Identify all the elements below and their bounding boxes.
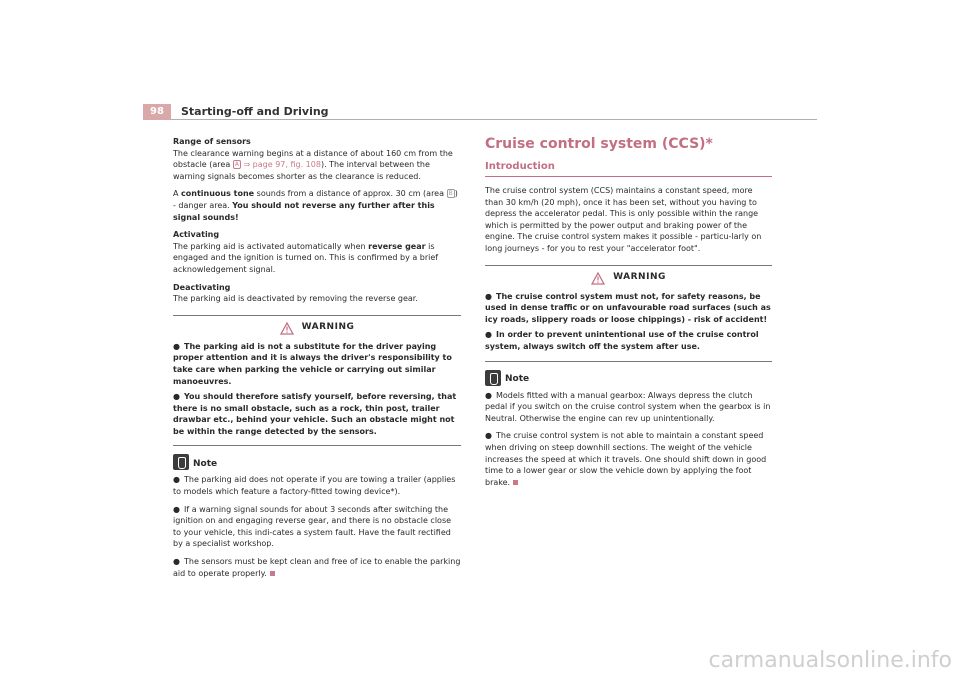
note-item: ● The parking aid does not operate if you are towing a trailer (applies to models which feature a factory-fitted towing device*).: [173, 475, 456, 497]
bullet-icon: ●: [173, 557, 180, 567]
end-mark-icon: [270, 571, 275, 576]
page-header: [143, 104, 817, 120]
bullet-icon: ●: [173, 475, 180, 485]
header-divider: [171, 119, 817, 120]
bullet-icon: ●: [485, 390, 492, 400]
deactivating-paragraph: The parking aid is deactivated by removing the reverse gear.: [173, 294, 418, 304]
bullet-icon: ●: [173, 392, 180, 402]
activating-paragraph: The parking aid is activated automatically when reverse gear is engaged and the ignition is turned on. This is confirmed by a brief acknowledgement signal.: [173, 241, 439, 274]
intro-divider: [485, 176, 772, 177]
bullet-icon: ●: [173, 504, 180, 514]
bullet-icon: ●: [485, 291, 492, 301]
note-heading: Note: [485, 370, 772, 386]
intro-heading: Introduction: [485, 161, 555, 172]
warning-triangle-icon: [591, 272, 605, 285]
bullet-icon: ●: [485, 330, 492, 340]
warning-item: ● In order to prevent unintentional use of the cruise control system, always switch off the system after use.: [485, 330, 759, 351]
activating-heading: Activating: [173, 230, 220, 240]
note-item: ● The sensors must be kept clean and free of ice to enable the parking aid to operate properly.: [173, 557, 461, 578]
note-item: ● The cruise control system is not able to maintain a constant speed when driving on steep downhill sections. The weight of the vehicle increases the speed at which it travels. One should shift down in good time to a lower gear or slow the vehicle down by applying the foot brake.: [485, 431, 767, 487]
warning-item: ● The cruise control system must not, for safety reasons, be used in dense traffic or on unfavourable road surfaces (such as icy roads, slippery roads or loose chippings) - risk of accident!: [485, 291, 771, 324]
watermark: carmanualsonline.info: [708, 648, 952, 673]
note-item: ● Models fitted with a manual gearbox: Always depress the clutch pedal if you switch on the cruise control system when the gearbox is in Neutral. Otherwise the engine can rev up unintentionally.: [485, 390, 771, 423]
right-column: [485, 136, 772, 494]
range-paragraph-1: The clearance warning begins at a distance of about 160 cm from the obstacle (area A ⇒ page 97, fig. 108). The interval between the warning signals becomes shorter as the clearance is reduced.: [173, 148, 453, 181]
page-number: 98: [143, 104, 171, 120]
area-a-badge: A: [234, 161, 239, 169]
end-mark-icon: [513, 480, 518, 485]
warning-box-cruise: [485, 265, 772, 362]
deactivating-heading: Deactivating: [173, 282, 231, 292]
warning-label: WARNING: [301, 322, 355, 333]
bullet-icon: ●: [485, 431, 492, 441]
warning-box-parking: [173, 315, 461, 447]
warning-label: WARNING: [613, 272, 666, 283]
bullet-icon: ●: [173, 341, 180, 351]
area-b-badge: B: [448, 190, 453, 198]
chapter-title: Starting-off and Driving: [181, 105, 329, 118]
intro-paragraph: The cruise control system (CCS) maintains a constant speed, more than 30 km/h (20 mph), once it has been set, without you having to depress the accelerator pedal. This is only possible within the range which is permitted by the power output and braking power of the engine. The cruise control system makes it possible - particu-larly on long journeys - for you to rest your "accelerator foot".: [485, 186, 762, 253]
warning-item: ● The parking aid is not a substitute for the driver paying proper attention and it is always the driver's responsibility to take care when parking the vehicle or carrying out similar manoeuvres.: [173, 341, 452, 386]
range-heading: Range of sensors: [173, 137, 251, 146]
section-title: Cruise control system (CCS)*: [485, 136, 713, 152]
warning-triangle-icon: [280, 322, 294, 335]
note-heading: Note: [173, 454, 461, 470]
note-item: ● If a warning signal sounds for about 3 seconds after switching the ignition on and engaging reverse gear, and there is no obstacle close to your vehicle, this indi-cates a system fault. Have the fault rectified by a specialist workshop.: [173, 504, 452, 549]
warning-item: ● You should therefore satisfy yourself, before reversing, that there is no small obstacle, such as a rock, thin post, trailer drawbar etc., behind your vehicle. Such an obstacle might not be within the range detected by the sensors.: [173, 392, 457, 436]
note-hand-icon: [485, 370, 501, 386]
range-paragraph-2: A continuous tone sounds from a distance of approx. 30 cm (area B ) - danger area. You should not reverse any further after this signal sounds!: [173, 189, 458, 222]
note-hand-icon: [173, 454, 189, 470]
left-column: [173, 136, 461, 585]
page-reference-link[interactable]: ⇒ page 97, fig. 108: [243, 160, 321, 170]
